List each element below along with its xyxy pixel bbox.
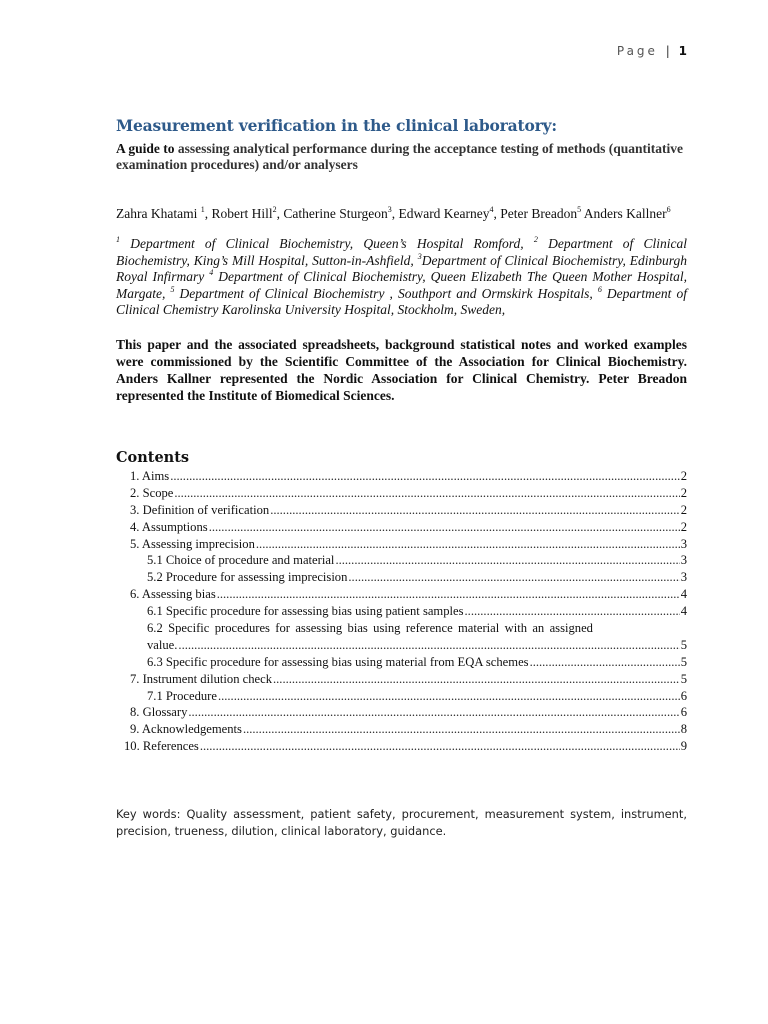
- toc-entry-text: 7.1 Procedure: [147, 688, 217, 703]
- toc-entry[interactable]: [116, 689, 687, 706]
- affiliation-text: Department of Clinical Biochemistry, King’s Mill Hospital, Sutton-in-Ashfield,: [116, 236, 687, 268]
- toc-entry[interactable]: [116, 705, 687, 722]
- toc-page-number: 3: [680, 570, 687, 585]
- toc-leader: [170, 469, 680, 484]
- table-of-contents: [116, 469, 687, 756]
- toc-page-number: 2: [680, 485, 687, 500]
- toc-entry-text: 5.2 Procedure for assessing imprecision: [147, 570, 348, 585]
- toc-page-number: 6: [680, 688, 687, 703]
- toc-entry-text: 3. Definition of verification: [130, 502, 270, 517]
- affiliation-sup: 1: [116, 235, 120, 244]
- author-sup: 5: [577, 205, 582, 214]
- document-title: Measurement verification in the clinical laboratory:: [116, 116, 557, 135]
- toc-page-number: 5: [680, 654, 687, 669]
- subtitle-rest: assessing analytical performance during the acceptance testing of methods (quantitative examination procedures) and/or analysers: [116, 141, 683, 172]
- page-header: [617, 44, 687, 58]
- affiliation-text: Department of Clinical Biochemistry, Queen’s Hospital Romford,: [120, 236, 534, 251]
- toc-entry[interactable]: [116, 672, 687, 689]
- toc-entry[interactable]: [116, 537, 687, 554]
- toc-entry[interactable]: [116, 469, 687, 486]
- document-subtitle: [116, 141, 687, 173]
- author-name: Zahra Khatami: [116, 206, 201, 221]
- toc-entry-text: 6.2 Specific procedures for assessing bias using reference material with an assigned: [147, 620, 593, 635]
- author-sup: 6: [666, 205, 671, 214]
- affiliation-sup: 3: [417, 251, 422, 261]
- toc-entry[interactable]: [116, 503, 687, 520]
- author-sup: 1: [200, 205, 205, 214]
- author-sup: 2: [272, 205, 277, 214]
- toc-leader: [243, 722, 680, 737]
- toc-page-number: 6: [680, 705, 687, 720]
- toc-entry-text: 10. References: [124, 739, 199, 754]
- affiliation-text: Department of Clinical Biochemistry , Southport and Ormskirk Hospitals,: [174, 285, 598, 301]
- toc-leader: [465, 604, 680, 619]
- toc-entry[interactable]: [116, 520, 687, 537]
- affiliation-sup: 6: [597, 284, 602, 294]
- toc-page-number: 2: [680, 502, 687, 517]
- toc-entry-text: 8. Glossary: [130, 705, 188, 720]
- author-name: , Catherine Sturgeon: [276, 206, 388, 221]
- toc-page-number: 8: [680, 722, 687, 737]
- toc-entry-text: 5.1 Choice of procedure and material: [147, 553, 335, 568]
- affiliation-sup: 4: [209, 268, 214, 278]
- toc-entry[interactable]: [116, 722, 687, 739]
- toc-leader: [335, 553, 679, 568]
- toc-page-number: 9: [680, 739, 687, 754]
- toc-entry-text-continued: value.: [147, 637, 178, 652]
- page-number: 1: [678, 44, 687, 58]
- toc-entry[interactable]: [116, 621, 687, 655]
- author-sup: 4: [489, 205, 494, 214]
- toc-entry-text: 4. Assumptions: [130, 519, 208, 534]
- toc-leader: [218, 689, 680, 704]
- affiliation-sup: 5: [170, 284, 175, 294]
- toc-leader: [188, 705, 679, 720]
- commission-note: This paper and the associated spreadsheets, background statistical notes and worked examples were commissioned by the Scientific Committee of the Association for Clinical Biochemistry. Anders Kallner represented the Nordic Association for Clinical Chemistry. Peter Breadon represented the Institute of Biomedical Sciences.: [116, 336, 687, 403]
- toc-entry[interactable]: [116, 570, 687, 587]
- page-separator: |: [665, 44, 670, 58]
- toc-page-number: 5: [680, 637, 687, 652]
- toc-entry[interactable]: [116, 739, 687, 756]
- toc-entry[interactable]: [116, 604, 687, 621]
- toc-entry-text: 9. Acknowledgements: [130, 722, 242, 737]
- toc-leader: [209, 520, 680, 535]
- contents-heading: Contents: [116, 448, 190, 466]
- toc-entry[interactable]: [116, 486, 687, 503]
- toc-entry-text: 6. Assessing bias: [130, 587, 216, 602]
- affiliation-text: Department of Clinical Biochemistry, Queen Elizabeth The Queen Mother Hospital, Margate,: [116, 269, 687, 301]
- affiliation-list: [116, 236, 687, 319]
- page-label: Page: [616, 44, 658, 58]
- toc-page-number: 4: [680, 604, 687, 619]
- author-name: , Robert Hill: [204, 206, 273, 221]
- author-sup: 3: [387, 205, 392, 214]
- affiliation-text: Department of Clinical Chemistry Karolinska University Hospital, Stockholm, Sweden,: [116, 285, 687, 318]
- toc-page-number: 2: [680, 519, 687, 534]
- toc-leader: [217, 587, 680, 602]
- toc-entry[interactable]: [116, 587, 687, 604]
- toc-leader: [178, 638, 679, 653]
- toc-page-number: 3: [680, 536, 687, 551]
- toc-leader: [273, 672, 680, 687]
- toc-entry-text: 5. Assessing imprecision: [130, 536, 255, 551]
- toc-leader: [348, 570, 679, 585]
- toc-entry-text: 6.3 Specific procedure for assessing bias using material from EQA schemes: [147, 654, 529, 669]
- toc-leader: [174, 486, 679, 501]
- subtitle-lead: A guide to: [116, 141, 178, 156]
- author-name: , Peter Breadon: [493, 206, 578, 221]
- document-body: [116, 116, 687, 851]
- author-name: Anders Kallner: [581, 206, 667, 221]
- toc-entry-text: 7. Instrument dilution check: [130, 671, 272, 686]
- toc-page-number: 2: [680, 468, 687, 483]
- toc-page-number: 3: [680, 553, 687, 568]
- affiliation-text: Department of Clinical Biochemistry, Edinburgh Royal Infirmary: [116, 252, 687, 285]
- toc-leader: [256, 537, 680, 552]
- toc-entry-text: 6.1 Specific procedure for assessing bias using patient samples: [147, 604, 464, 619]
- toc-leader: [200, 739, 680, 754]
- toc-entry[interactable]: [116, 553, 687, 570]
- toc-page-number: 5: [680, 671, 687, 686]
- toc-page-number: 4: [680, 587, 687, 602]
- toc-leader: [530, 655, 680, 670]
- keywords: Key words: Quality assessment, patient safety, procurement, measurement system, instrument, precision, trueness, dilution, clinical laboratory, guidance.: [116, 807, 687, 838]
- author-list: [116, 205, 687, 222]
- toc-leader: [270, 503, 680, 518]
- author-name: , Edward Kearney: [391, 206, 490, 221]
- toc-entry-text: 2. Scope: [130, 485, 174, 500]
- affiliation-sup: 2: [533, 235, 538, 244]
- toc-entry-text: 1. Aims: [130, 468, 170, 483]
- toc-entry[interactable]: [116, 655, 687, 672]
